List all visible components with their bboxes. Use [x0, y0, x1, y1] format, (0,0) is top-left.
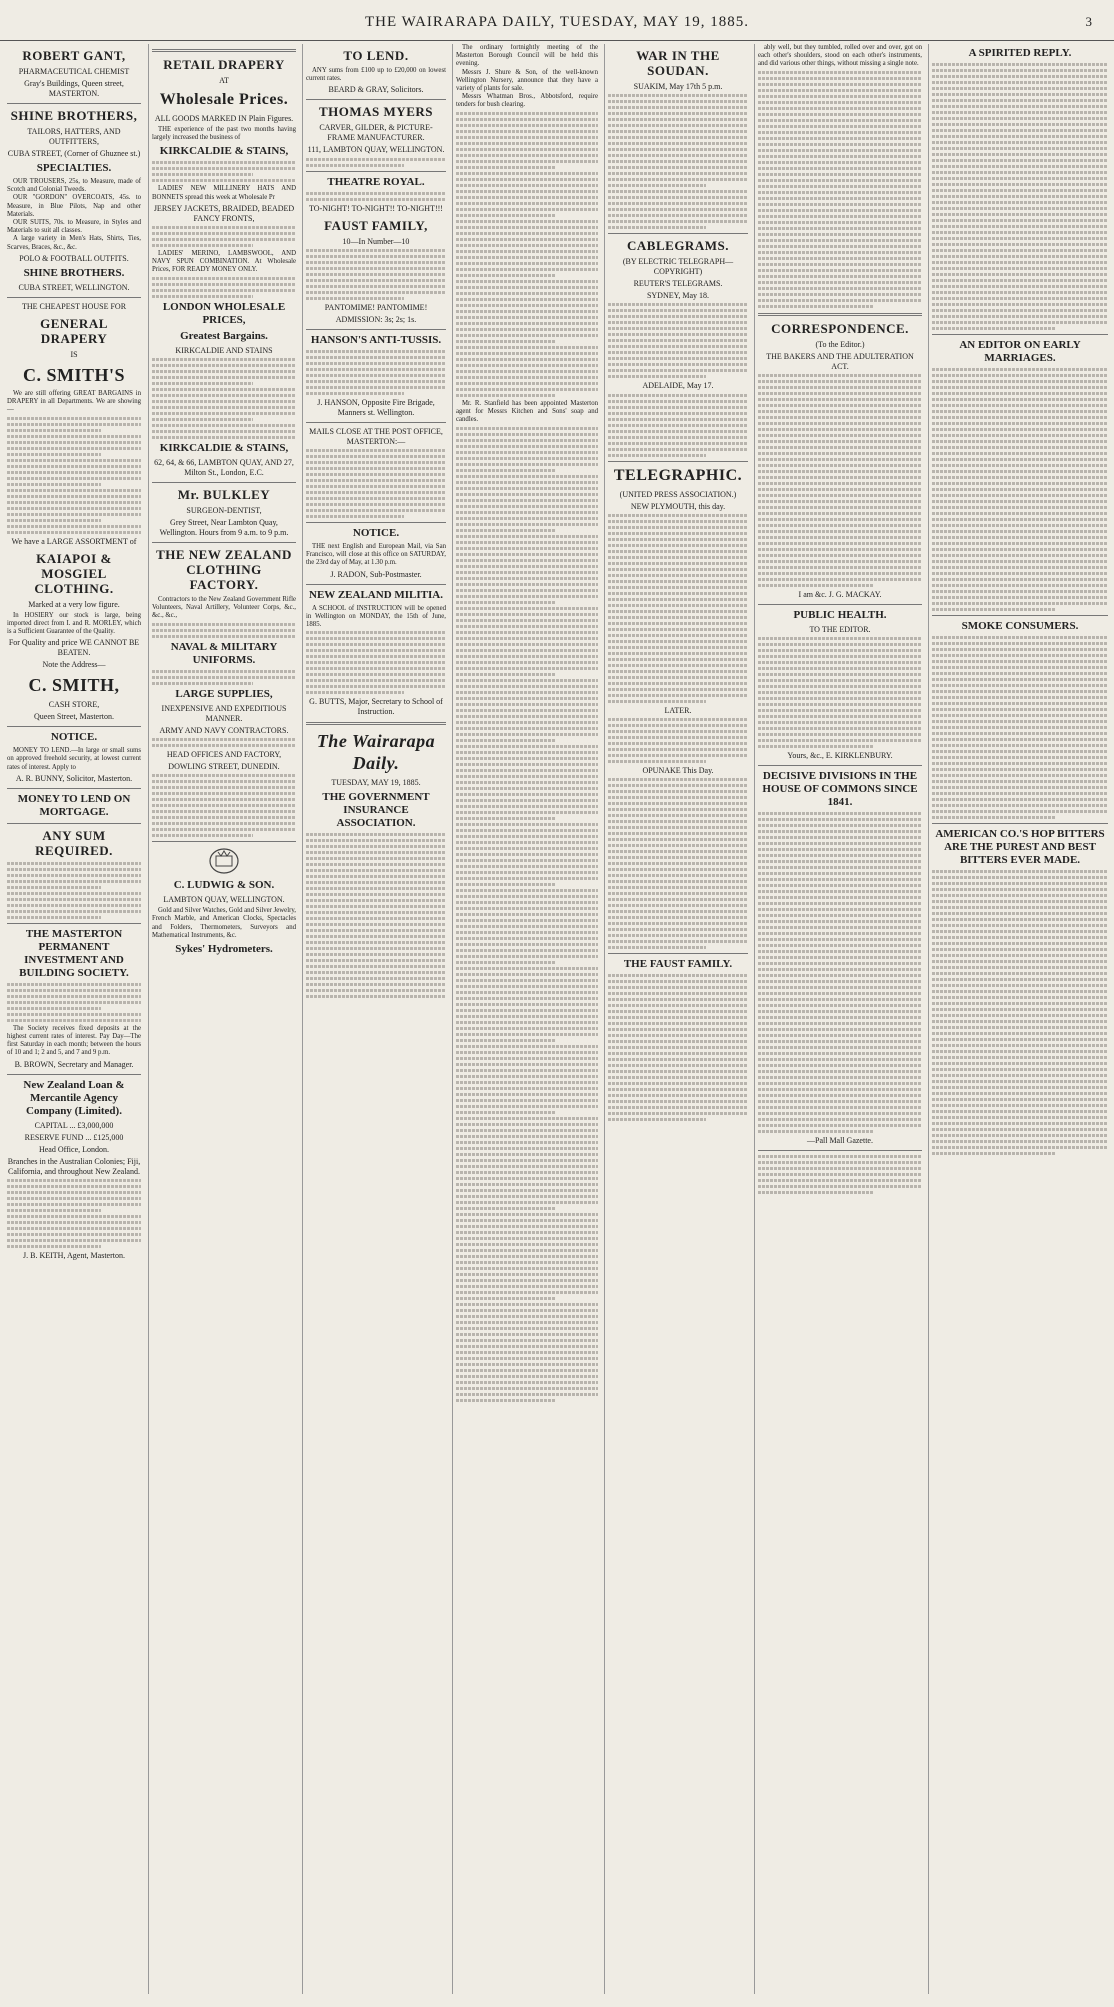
- ad-text: J. RADON, Sub-Postmaster.: [330, 569, 422, 579]
- divider: [306, 722, 446, 725]
- divider: [306, 522, 446, 523]
- article-body: [608, 394, 748, 457]
- text-block: [152, 277, 296, 298]
- ad-subheading: AT: [219, 76, 229, 85]
- column-6: [754, 44, 925, 1994]
- ad-heading: C. SMITH,: [28, 675, 120, 696]
- ad-text: THE next English and European Mail, via San Francisco, will close at this office on SATURDAY, the 23rd day of May, at 1.30 p.m.: [306, 542, 446, 567]
- ad-heading: HANSON'S ANTI-TUSSIS.: [310, 333, 442, 346]
- divider: [932, 334, 1108, 335]
- ad-heading: THE MASTERTON PERMANENT INVESTMENT AND BUILDING SOCIETY.: [19, 927, 129, 979]
- divider: [758, 765, 922, 766]
- divider: [306, 422, 446, 423]
- ad-text: Marked at a very low figure.: [28, 599, 120, 609]
- ad-text: LADIES' NEW MILLINERY HATS AND BONNETS spread this week at Wholesale Pr: [152, 185, 296, 201]
- ad-heading: KIRKCALDIE AND STAINS: [175, 345, 273, 355]
- ad-subheading: IS: [70, 349, 78, 359]
- text-block: [152, 623, 296, 638]
- ad-subheading: 10—In Number—10: [342, 236, 410, 246]
- divider: [306, 99, 446, 100]
- ad-text: RESERVE FUND ... £125,000: [24, 1132, 124, 1142]
- ad-text: TO-NIGHT! TO-NIGHT!! TO-NIGHT!!!: [309, 203, 443, 213]
- text-block: [152, 358, 296, 439]
- ad-subheading: CASH STORE,: [48, 700, 100, 710]
- article-body: [758, 374, 922, 587]
- article-body: [608, 718, 748, 763]
- article-body: [306, 833, 446, 998]
- ad-text: B. BROWN, Secretary and Manager.: [14, 1059, 134, 1069]
- divider: [608, 233, 748, 234]
- ad-text: OUR TROUSERS, 25s, to Measure, made of Scotch and Colonial Tweeds.: [7, 178, 141, 194]
- issue-date: TUESDAY, MAY 19, 1885.: [331, 778, 421, 788]
- text-block: [152, 161, 296, 182]
- ad-address: Gray's Buildings, Queen street, MASTERTON.: [24, 79, 124, 98]
- divider: [306, 171, 446, 172]
- divider: [7, 726, 141, 727]
- divider: [152, 482, 296, 483]
- ad-heading: C. SMITH'S: [22, 364, 126, 385]
- article-body: [932, 636, 1108, 819]
- text-block: [306, 249, 446, 300]
- ad-text: J. HANSON, Opposite Fire Brigade, Manners st. Wellington.: [317, 397, 435, 417]
- article-body: [758, 637, 922, 748]
- text-block: [306, 449, 446, 518]
- dateline: OPUNAKE This Day.: [642, 765, 714, 775]
- divider: [7, 788, 141, 789]
- ad-text: PANTOMIME! PANTOMIME!: [324, 302, 428, 312]
- ad-heading: MAILS CLOSE AT THE POST OFFICE, MASTERTON:—: [309, 426, 443, 446]
- section-heading: CORRESPONDENCE.: [771, 320, 909, 336]
- article-heading: PUBLIC HEALTH.: [793, 608, 887, 621]
- ad-heading: Sykes' Hydrometers.: [175, 942, 273, 955]
- ad-text: ALL GOODS MARKED IN Plain Figures.: [154, 114, 294, 123]
- article-heading: WAR IN THE SOUDAN.: [636, 48, 720, 78]
- text-block: [7, 862, 141, 919]
- ad-text: Note the Address—: [42, 660, 106, 670]
- article-heading: DECISIVE DIVISIONS IN THE HOUSE OF COMMONS SINCE 1841.: [762, 770, 918, 809]
- divider: [7, 923, 141, 924]
- article-heading: THE FAUST FAMILY.: [623, 958, 733, 971]
- text-block: [7, 1179, 141, 1248]
- divider: [7, 297, 141, 298]
- ad-subheading: CARVER, GILDER, & PICTURE-FRAME MANUFACTURER.: [319, 123, 433, 143]
- ad-heading: MONEY TO LEND ON MORTGAGE.: [17, 792, 131, 818]
- article-heading: SMOKE CONSUMERS.: [961, 620, 1079, 632]
- divider: [152, 542, 296, 543]
- ad-heading: ANY SUM REQUIRED.: [35, 827, 113, 858]
- ad-text: A large variety in Men's Hats, Shirts, Ties, Scarves, Braces, &c., &c.: [7, 235, 141, 251]
- ad-text: THE experience of the past two months having largely increased the business of: [152, 126, 296, 142]
- divider: [7, 1074, 141, 1075]
- divider: [608, 953, 748, 954]
- news-item: The ordinary fortnightly meeting of the Masterton Borough Council will be held this evening.: [456, 44, 598, 68]
- ad-heading: C. LUDWIG & SON.: [173, 879, 275, 892]
- text-block: [306, 350, 446, 395]
- ad-heading: THOMAS MYERS: [319, 104, 433, 120]
- dateline: SUAKIM, May 17th 5 p.m.: [633, 82, 723, 91]
- divider: [152, 841, 296, 842]
- divider: [758, 604, 922, 605]
- ad-heading: NEW ZEALAND MILITIA.: [309, 588, 443, 601]
- news-item: Messrs J. Shure & Son, of the well-known Wellington Nursery, announce that they have a variety of plants for sale.: [456, 68, 598, 93]
- ad-heading: LARGE SUPPLIES,: [175, 687, 273, 700]
- column-1: [4, 44, 144, 1994]
- attribution: —Pall Mall Gazette.: [807, 1136, 873, 1146]
- divider: [152, 49, 296, 52]
- article-body: [932, 368, 1108, 611]
- ad-heading: Mr. BULKLEY: [177, 486, 271, 502]
- article-heading: THE GOVERNMENT INSURANCE ASSOCIATION.: [322, 791, 430, 830]
- signature: Yours, &c., E. KIRKLENBURY.: [787, 751, 893, 761]
- divider: [758, 1150, 922, 1151]
- text-block: [152, 738, 296, 747]
- article-subheading: (BY ELECTRIC TELEGRAPH—COPYRIGHT): [622, 257, 734, 277]
- ad-text: A SCHOOL of INSTRUCTION will be opened in Wellington on MONDAY, the 15th of June, 1885.: [306, 604, 446, 628]
- article-heading: AN EDITOR ON EARLY MARRIAGES.: [959, 339, 1081, 364]
- ad-text: G. BUTTS, Major, Secretary to School of Instruction.: [309, 697, 443, 717]
- ad-heading: THE NEW ZEALAND CLOTHING FACTORY.: [156, 546, 292, 592]
- ad-text: OUR "GORDON" OVERCOATS, 45s. to Measure, in Blue Pilots, Nap and other Materials.: [7, 194, 141, 218]
- article-body: [456, 427, 598, 1402]
- column-4: [452, 44, 601, 1994]
- article-body: [456, 112, 598, 397]
- article-subheading: (UNITED PRESS ASSOCIATION.): [619, 489, 737, 499]
- ad-heading: NAVAL & MILITARY UNIFORMS.: [170, 640, 278, 666]
- article-body: [758, 71, 922, 308]
- ad-text: For Quality and price WE CANNOT BE BEATEN.: [8, 638, 140, 658]
- article-heading: TELEGRAPHIC.: [613, 466, 743, 484]
- page-number: 3: [1085, 14, 1092, 29]
- ad-heading: SPECIALTIES.: [36, 162, 112, 174]
- newspaper-nameplate: The Wairarapa Daily.: [316, 731, 436, 774]
- ad-heading: SHINE BROTHERS.: [23, 266, 125, 279]
- article-subheading: TO THE EDITOR.: [809, 624, 871, 634]
- ad-address: 62, 64, & 66, LAMBTON QUAY, AND 27, Milton St., London, E.C.: [154, 457, 294, 477]
- column-2: [148, 44, 299, 1994]
- text-block: [306, 192, 446, 201]
- ad-text: LADIES' MERINO, LAMBSWOOL, AND NAVY SPUN COMBINATION. At Wholesale Prices, FOR READY MONEY ONLY.: [152, 250, 296, 274]
- ad-subheading: SURGEON-DENTIST,: [186, 505, 262, 515]
- ad-heading: AMERICAN CO.'S HOP BITTERS ARE THE PUREST AND BEST BITTERS EVER MADE.: [935, 828, 1105, 866]
- text-block: [306, 158, 446, 167]
- ad-text: ANY sums from £100 up to £20,000 on lowest current rates.: [306, 67, 446, 83]
- article-heading: A SPIRITED REPLY.: [968, 47, 1072, 59]
- ad-address: 111, LAMBTON QUAY, WELLINGTON.: [307, 145, 445, 155]
- ad-text: INEXPENSIVE AND EXPEDITIOUS MANNER.: [161, 703, 287, 723]
- ad-subheading: We have a LARGE ASSORTMENT of: [11, 536, 137, 546]
- ad-text: ADMISSION: 3s; 2s; 1s.: [335, 314, 417, 324]
- ad-heading: NOTICE.: [50, 731, 98, 744]
- ad-subheading: PHARMACEUTICAL CHEMIST: [18, 67, 130, 76]
- dateline: NEW PLYMOUTH, this day.: [630, 501, 726, 511]
- article-heading: THE BAKERS AND THE ADULTERATION ACT.: [766, 351, 914, 371]
- column-3: [302, 44, 449, 1994]
- ad-text: HEAD OFFICES AND FACTORY,: [166, 749, 282, 759]
- article-body: [758, 1155, 922, 1194]
- ad-heading: ROBERT GANT,: [22, 48, 126, 63]
- article-body: [932, 63, 1108, 330]
- dateline: SYDNEY, May 18.: [646, 291, 710, 301]
- column-5: [604, 44, 751, 1994]
- ad-text: J. B. KEITH, Agent, Masterton.: [23, 1250, 125, 1260]
- ad-text: Contractors to the New Zealand Government Rifle Volunteers, Naval Artillery, Volunteer Corps, &c., &c., &c.,: [152, 595, 296, 620]
- divider: [608, 461, 748, 462]
- text-block: [7, 983, 141, 1022]
- ad-address: CUBA STREET, (Corner of Ghuznee st.): [7, 149, 141, 158]
- divider: [932, 615, 1108, 616]
- ad-heading: LONDON WHOLESALE PRICES,: [162, 300, 286, 326]
- article-body: [608, 94, 748, 229]
- masthead: [0, 0, 1114, 41]
- article-body: [608, 514, 748, 703]
- article-text: ably well, but they tumbled, rolled over and over, got on each other's shoulders, stood on each other's instruments, and did various other things, without missing a single note.: [758, 44, 922, 68]
- news-item: Messrs Whatman Bros., Abbotsford, require tenders for bush clearing.: [456, 93, 598, 109]
- ad-text: CAPITAL ... £3,000,000: [34, 1120, 114, 1130]
- ad-heading: FAUST FAMILY,: [324, 217, 428, 233]
- ad-heading: KIRKCALDIE & STAINS,: [159, 441, 289, 454]
- article-subheading: (To the Editor.): [815, 339, 865, 349]
- royal-crest-icon: [152, 846, 296, 876]
- divider: [932, 823, 1108, 824]
- ad-address: LAMBTON QUAY, WELLINGTON.: [163, 895, 285, 905]
- divider: [7, 823, 141, 824]
- ad-heading: THEATRE ROYAL.: [327, 175, 425, 188]
- ad-heading: RETAIL DRAPERY: [163, 57, 285, 72]
- ad-heading: TO LEND.: [343, 48, 409, 63]
- article-body: [608, 303, 748, 378]
- ad-address: Grey Street, Near Lambton Quay, Wellington. Hours from 9 a.m. to 9 p.m.: [159, 517, 289, 537]
- ad-text: We are still offering GREAT BARGAINS in DRAPERY in all Departments. We are showing—: [7, 389, 141, 414]
- ad-heading: NOTICE.: [352, 526, 400, 539]
- signature: I am &c. J. G. MACKAY.: [798, 589, 882, 599]
- article-heading: CABLEGRAMS.: [627, 238, 729, 254]
- news-item: Mr. R. Stanfield has been appointed Masterton agent for Messrs Kitchen and Sons' soap and candles.: [456, 399, 598, 424]
- divider: [7, 103, 141, 104]
- ad-text: A. R. BUNNY, Solicitor, Masterton.: [15, 773, 133, 783]
- text-block: [152, 774, 296, 837]
- article-subheading: REUTER'S TELEGRAMS.: [633, 279, 723, 289]
- ad-address: Queen Street, Masterton.: [34, 712, 114, 722]
- column-7: [928, 44, 1111, 1994]
- ad-text: Head Office, London.: [38, 1144, 110, 1154]
- dateline: LATER.: [664, 705, 692, 715]
- ad-body: [932, 870, 1108, 1155]
- text-block: [306, 631, 446, 694]
- ad-text: JERSEY JACKETS, BRAIDED, BEADED FANCY FRONTS,: [153, 203, 295, 223]
- ad-heading: Wholesale Prices.: [159, 91, 289, 108]
- divider: [758, 313, 922, 316]
- ad-address: CUBA STREET, WELLINGTON.: [18, 282, 130, 292]
- text-block: [152, 226, 296, 247]
- divider: [306, 584, 446, 585]
- article-body: [608, 974, 748, 1121]
- ad-text: POLO & FOOTBALL OUTFITS.: [19, 253, 129, 263]
- ad-heading: KIRKCALDIE & STAINS,: [159, 145, 289, 158]
- ad-text: OUR SUITS, 70s. to Measure, in Styles and Materials to suit all classes.: [7, 219, 141, 235]
- ad-text: In HOSIERY our stock is large, being imported direct from I. and R. MORLEY, which is a Sufficient Guarantee of the Quality.: [7, 611, 141, 636]
- ad-heading: New Zealand Loan & Mercantile Agency Company (Limited).: [23, 1078, 125, 1117]
- ad-text: MONEY TO LEND.—In large or small sums on approved freehold security, at lowest current rates of interest. Apply to: [7, 747, 141, 771]
- ad-text: Branches in the Australian Colonies; Fiji, California, and throughout New Zealand.: [7, 1156, 141, 1176]
- divider: [306, 329, 446, 330]
- ad-text: Gold and Silver Watches, Gold and Silver Jewelry, French Marble, and American Clocks, Spectacles and Folders, Thermometers, Surveyors and Mathematical Instruments, &c.: [152, 907, 297, 939]
- article-body: [608, 778, 748, 949]
- ad-text: The Society receives fixed deposits at the highest current rates of interest. Pay Day—The first Saturday in each month; between the hours of 10 and 1; 2 and 5, and 7 and 9 p.m.: [7, 1024, 141, 1057]
- ad-subheading: THE CHEAPEST HOUSE FOR: [21, 301, 127, 311]
- dateline: ADELAIDE, May 17.: [642, 381, 714, 391]
- ad-text: BEARD & GRAY, Solicitors.: [328, 85, 424, 95]
- article-body: [758, 812, 922, 1133]
- ad-subheading: Greatest Bargains.: [180, 329, 268, 342]
- text-block: [152, 670, 296, 685]
- ad-heading: KAIAPOI & MOSGIEL CLOTHING.: [34, 550, 114, 596]
- ad-address: DOWLING STREET, DUNEDIN.: [168, 761, 280, 771]
- ad-subheading: TAILORS, HATTERS, AND OUTFITTERS,: [27, 127, 121, 146]
- ad-heading: SHINE BROTHERS,: [10, 108, 138, 123]
- ad-heading: GENERAL DRAPERY: [40, 315, 108, 346]
- ad-text: ARMY AND NAVY CONTRACTORS.: [159, 725, 289, 735]
- masthead-title: THE WAIRARAPA DAILY, TUESDAY, MAY 19, 1885.: [364, 14, 750, 30]
- text-block: [7, 417, 141, 534]
